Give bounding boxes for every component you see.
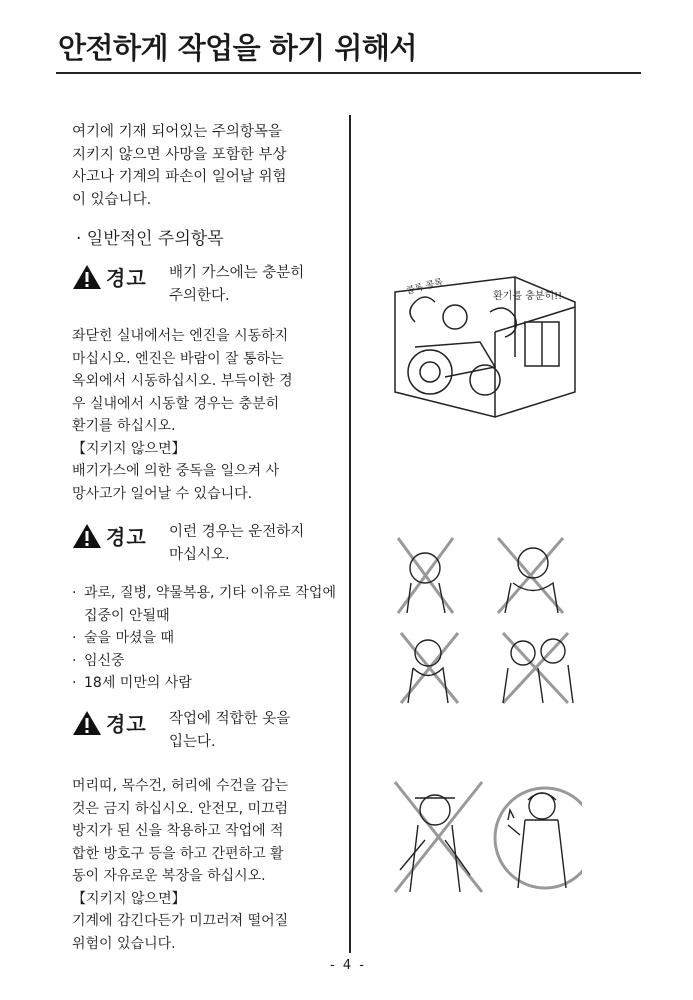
- warning-title-line: 입는다.: [169, 734, 216, 750]
- warning-title: [169, 262, 329, 308]
- page-title: 안전하게 작업을 하기 위해서: [58, 31, 417, 65]
- warning-label: [72, 262, 169, 291]
- warning-label: [72, 521, 169, 550]
- intro-line: 사고나 기계의 파손이 일어날 위험: [72, 169, 287, 185]
- body-line: 옥외에서 시동하십시오. 부득이한 경: [72, 373, 293, 389]
- result-line: 기계에 감긴다든가 미끄러져 떨어질: [72, 913, 289, 929]
- column-divider: [349, 115, 351, 953]
- warning-triangle-icon: [72, 710, 102, 736]
- body-line: 것은 금지 하십시오. 안전모, 미끄럼: [72, 800, 289, 817]
- intro-line: 지키지 않으면 사망을 포함한 부상: [72, 146, 287, 163]
- body-line: 우 실내에서 시동할 경우는 충분히: [72, 395, 280, 412]
- list-item: · 임신중: [72, 650, 342, 673]
- body-line: 동이 자유로운 복장을 하십시오.: [72, 868, 266, 884]
- not-kept-label: 【지키지 않으면】: [72, 440, 186, 457]
- result-line: 망사고가 일어날 수 있습니다.: [72, 485, 253, 502]
- warning-1-body: [72, 325, 293, 505]
- body-line: 합한 방호구 등을 하고 간편하고 활: [72, 845, 284, 862]
- warning-title: [169, 708, 329, 754]
- intro-paragraph: [72, 121, 287, 211]
- warning-word: 경고: [106, 266, 147, 290]
- warning-1: [72, 262, 329, 308]
- warning-triangle-icon: [72, 264, 102, 290]
- result-line: 위험이 있습니다.: [72, 935, 176, 952]
- title-underline: [56, 72, 641, 74]
- garage-exhaust-illustration: [385, 262, 583, 422]
- body-line: 방지가 된 신을 착용하고 작업에 적: [72, 823, 284, 839]
- do-not-operate-illustration: [393, 533, 588, 711]
- section-heading: · 일반적인 주의항목: [76, 229, 224, 249]
- list-item: · 18세 미만의 사람: [72, 672, 342, 695]
- warning-title-line: 작업에 적합한 옷을: [169, 711, 291, 727]
- warning-3-body: [72, 775, 288, 955]
- warning-title-line: 주의한다.: [169, 288, 230, 304]
- warning-label: [72, 708, 169, 737]
- warning-title-line: 배기 가스에는 충분히: [169, 265, 305, 281]
- warning-title-line: 이런 경우는 운전하지: [169, 524, 305, 540]
- body-line: 좌닫힌 실내에서는 엔진을 시동하지: [72, 328, 289, 344]
- list-item: · 과로, 질병, 약물복용, 기타 이유로 작업에 집중이 안될때: [72, 582, 342, 627]
- page-number: - 4 -: [330, 958, 366, 973]
- body-line: 환기를 하십시오.: [72, 418, 176, 434]
- result-line: 배기가스에 의한 중독을 일으켜 사: [72, 463, 280, 479]
- warning-word: 경고: [106, 712, 147, 736]
- body-line: 머리띠, 목수건, 허리에 수건을 감는: [72, 778, 289, 794]
- intro-line: 여기에 기재 되어있는 주의항목을: [72, 124, 282, 140]
- warning-word: 경고: [106, 525, 147, 549]
- warning-triangle-icon: [72, 523, 102, 549]
- warning-title-line: 마십시오.: [169, 547, 230, 563]
- work-clothing-illustration: [390, 780, 582, 898]
- warning-3: [72, 708, 329, 754]
- warning-2: [72, 521, 329, 567]
- intro-line: 이 있습니다.: [72, 191, 152, 208]
- warning-title: [169, 521, 329, 567]
- warning-2-list: [72, 582, 342, 695]
- list-item: · 술을 마셨을 때: [72, 627, 342, 650]
- not-kept-label: 【지키지 않으면】: [72, 890, 186, 907]
- illustration-caption: 환기를 충분히!!: [493, 291, 563, 302]
- body-line: 마십시오. 엔진은 바람이 잘 통하는: [72, 350, 284, 367]
- illustration-caption: 콜록 콜록: [405, 277, 445, 297]
